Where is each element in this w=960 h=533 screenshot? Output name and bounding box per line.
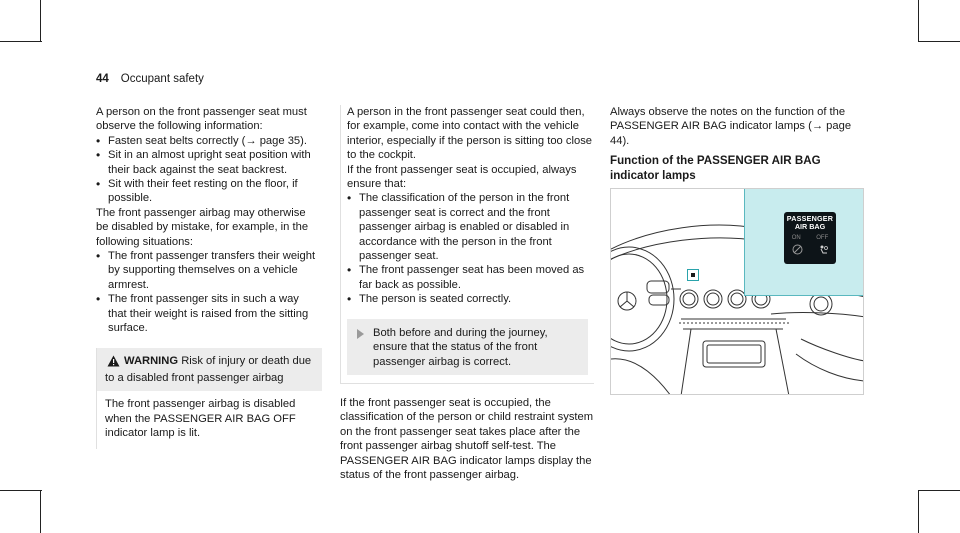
off-label: OFF (816, 235, 829, 241)
note-box (347, 319, 588, 375)
warning-body: The front passenger airbag is disabled when the PASSENGER AIR BAG OFF indicator lamp is lit. (96, 391, 322, 448)
crop-mark (40, 490, 41, 533)
indicator-callout (744, 188, 864, 296)
crop-mark (40, 0, 41, 42)
continuation-content (341, 105, 594, 307)
list-item: • Fasten seat belts correctly (→ page 35). (96, 134, 318, 148)
list-item: • The person is seated correctly. (347, 292, 594, 306)
requirements-list (96, 134, 318, 206)
indicator-location-marker (687, 269, 699, 281)
function-heading: Function of the PASSENGER AIR BAG indicator lamps (610, 154, 821, 182)
ensure-list (347, 191, 594, 306)
on-label: ON (791, 235, 801, 241)
list-item: • Sit with their feet resting on the floor, if possible. (96, 177, 318, 206)
note-arrow-icon (357, 329, 364, 339)
list-item: • The classification of the person in the front passenger seat is correct and the front passenger airbag is enabled or disabled in accordance with the person in the front passenger seat. (347, 191, 594, 263)
warning-triangle-icon (107, 355, 120, 371)
ensure-paragraph: If the front passenger seat is occupied, always ensure that: (347, 163, 577, 191)
airbag-off-icon (818, 244, 829, 258)
warning-box (96, 348, 322, 449)
warning-continuation (340, 105, 594, 384)
classification-paragraph: If the front passenger seat is occupied, the classification of the person or child restraint system on the front passenger seat takes place after the front passenger airbag shutoff self-test. The PASSENGER AIR BAG indicator lamps display the status of the front passenger airbag. (340, 396, 594, 481)
crop-mark (918, 41, 960, 42)
lamp-status-labels (784, 234, 836, 242)
page-header (96, 72, 204, 86)
lamp-label-line1: PASSENGER (786, 214, 834, 223)
observe-paragraph: Always observe the notes on the function of the PASSENGER AIR BAG indicator lamps (→ page 44). (610, 106, 852, 147)
crop-mark (918, 490, 960, 491)
column-3 (610, 105, 866, 183)
lamp-label-line2: AIR BAG (794, 222, 826, 231)
column-1 (96, 105, 318, 449)
page-number: 44 (96, 73, 109, 85)
list-item: • The front passenger transfers their weight by supporting themselves on a vehicle armrest. (96, 249, 318, 292)
note-text: Both before and during the journey, ensure that the status of the front passenger airbag is correct. (373, 326, 548, 368)
warning-headline: Risk of injury or death due to a disabled front passenger airbag (105, 354, 312, 384)
airbag-indicator-lamp (784, 212, 836, 264)
column-2 (340, 105, 594, 482)
warning-header (96, 348, 322, 392)
note-wrapper (341, 319, 594, 375)
crop-mark (918, 0, 919, 42)
lamp-icons (784, 244, 836, 258)
list-item: • The front passenger seat has been moved as far back as possible. (347, 263, 594, 292)
cockpit-illustration (610, 188, 864, 395)
section-title: Occupant safety (120, 73, 204, 85)
list-item: • The front passenger sits in such a way that their weight is raised from the sitting surface. (96, 292, 318, 335)
contact-paragraph: A person in the front passenger seat could then, for example, come into contact with the vehicle interior, especially if the person is sitting too close to the cockpit. (347, 106, 593, 162)
list-item: • Sit in an almost upright seat position with their back against the seat backrest. (96, 148, 318, 177)
crop-mark (0, 490, 42, 491)
warning-title: WARNING (124, 354, 179, 367)
airbag-on-icon (792, 244, 803, 258)
crop-mark (0, 41, 42, 42)
situations-list (96, 249, 318, 335)
crop-mark (918, 490, 919, 533)
situations-paragraph: The front passenger airbag may otherwise be disabled by mistake, for example, in the following situations: (96, 206, 309, 248)
intro-paragraph: A person on the front passenger seat must observe the following information: (96, 106, 307, 133)
